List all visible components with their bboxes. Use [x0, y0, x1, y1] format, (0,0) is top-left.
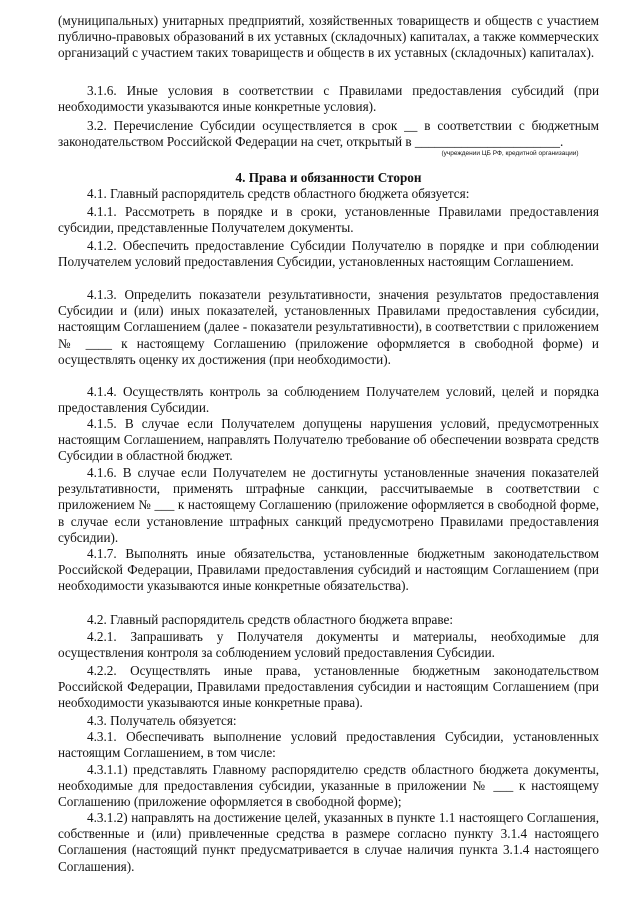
paragraph-4-3-1-2: 4.3.1.2) направлять на достижение целей, указанных в пункте 1.1 настоящего Соглашения, собственные и (или) привлеченные средства в размере согласно пункту 3.1.4 настоящего Соглашения (настоящий пункт предусматривается в случае наличия пункта 3.1.4 настоящего Соглашения).: [58, 810, 599, 874]
paragraph-4-1-5: 4.1.5. В случае если Получателем допущены нарушения условий, предусмотренных настоящим Соглашением, направлять Получателю требование об обеспечении возврата средств Субсидии в областной бюджет.: [58, 416, 599, 464]
paragraph-3-1-5-continuation: (муниципальных) унитарных предприятий, хозяйственных товариществ и обществ с участием публично-правовых образований в их уставных (складочных) капиталах, а также коммерческих организаций с участием таких товариществ и обществ в их уставных (складочных) капиталах).: [58, 13, 599, 61]
paragraph-4-2: 4.2. Главный распорядитель средств областного бюджета вправе:: [87, 612, 454, 627]
paragraph-4-1-6: 4.1.6. В случае если Получателем не достигнуты установленные значения показателей результативности, применять штрафные санкции, рассчитываемые в соответствии с приложением № ___ к настоящему Соглашению (приложение оформляется в свободной форме, в случае если установление штрафных санкций предусмотрено Правилами предоставления субсидии).: [58, 465, 599, 545]
paragraph-3-1-6: 3.1.6. Иные условия в соответствии с Правилами предоставления субсидий (при необходимости указываются иные конкретные условия).: [58, 83, 599, 115]
paragraph-4-1-2: 4.1.2. Обеспечить предоставление Субсидии Получателю в порядке и при соблюдении Получателем условий предоставления Субсидии, установленных настоящим Соглашением.: [58, 238, 599, 270]
paragraph-4-1-1: 4.1.1. Рассмотреть в порядке и в сроки, установленные Правилами предоставления субсидии, представленные Получателем документы.: [58, 204, 599, 236]
paragraph-4-2-1: 4.2.1. Запрашивать у Получателя документы и материалы, необходимые для осуществления контроля за соблюдением условий предоставления Субсидии.: [58, 629, 599, 661]
paragraph-4-3-1: 4.3.1. Обеспечивать выполнение условий предоставления Субсидии, установленных настоящим Соглашением, в том числе:: [58, 729, 599, 761]
paragraph-4-3-1-1: 4.3.1.1) представлять Главному распорядителю средств областного бюджета документы, необходимые для предоставления субсидии, указанные в приложении № ___ к настоящему Соглашению (приложение оформляется в свободной форме);: [58, 762, 599, 810]
bank-field-caption: (учреждении ЦБ РФ, кредитной организации): [441, 150, 579, 157]
paragraph-4-1: 4.1. Главный распорядитель средств областного бюджета обязуется:: [87, 186, 470, 201]
paragraph-4-1-4: 4.1.4. Осуществлять контроль за соблюдением Получателем условий, целей и порядка предоставления Субсидии.: [58, 384, 599, 416]
paragraph-4-1-7: 4.1.7. Выполнять иные обязательства, установленные бюджетным законодательством Российской Федерации, Правилами предоставления субсидий и настоящим Соглашением (при необходимости указываются иные конкретные обязательства).: [58, 546, 599, 594]
paragraph-4-2-2: 4.2.2. Осуществлять иные права, установленные бюджетным законодательством Российской Федерации, Правилами предоставления субсидии и настоящим Соглашением (при необходимости указываются иные конкретные права).: [58, 663, 599, 711]
paragraph-3-2: 3.2. Перечисление Субсидии осуществляется в срок __ в соответствии с бюджетным законодательством Российской Федерации на счет, открытый в ______________________.: [58, 118, 599, 150]
paragraph-4-3: 4.3. Получатель обязуется:: [87, 713, 237, 728]
section-4-heading: 4. Права и обязанности Сторон: [235, 170, 422, 185]
paragraph-4-1-3: 4.1.3. Определить показатели результативности, значения результатов предоставления Субсидии и (или) иных показателей, установленных Правилами предоставления субсидии, настоящим Соглашением (далее - показатели результативности), в соответствии с приложением № ____ к настоящему Соглашению (приложение оформляется в свободной форме) и осуществлять оценку их достижения (при необходимости).: [58, 287, 599, 367]
